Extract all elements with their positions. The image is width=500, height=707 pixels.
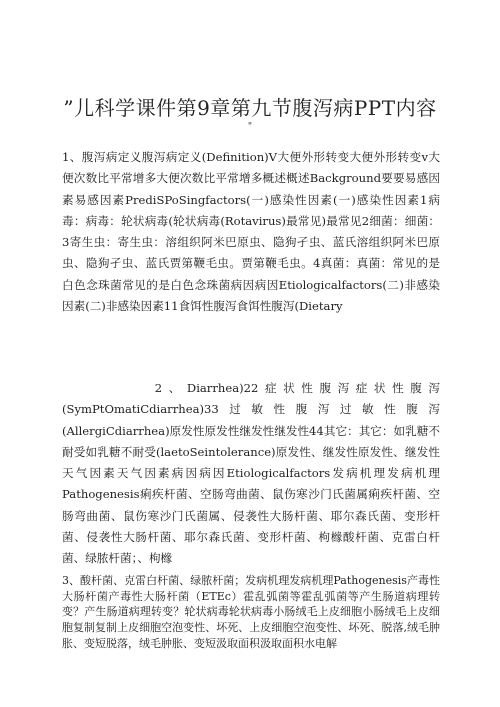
paragraph-1: 1、腹泻病定义腹泻病定义(Definition)V大便外形转变大便外形转变v大便次数比平常增多大便次数比平常增多概述概述Background要要易感因素易感因素PrediSPoSingfactors(一)感染性因素(一)感染性因素1病毒：病毒：轮状病毒(轮状病毒(Rotavirus)最常见)最常见2细菌：细菌：3寄生虫：寄生虫：溶组织阿米巴原虫、隐狗孑虫、蓝氏溶组织阿米巴原虫、隐狗孑虫、蓝氏贾第鞭毛虫。贾第鞭毛虫。4真菌：真菌：常见的是白色念珠菌常见的是白色念珠菌病因病因Etiologicalfactors(二)非感染因素(二)非感染因素11食饵性腹泻食饵性腹泻(Dietary	[62, 150, 440, 314]
title-mark: "	[247, 122, 253, 132]
paragraph-3: 3、酸杆菌、克雷白杆菌、绿脓杆菌；发病机理发病机理Pathogenesis产毒性大肠杆菌产毒性大肠杆菌（ETEc）霍乱弧菌等霍乱弧菌等产生肠道病理转变？产生肠道病理转变？轮状病毒轮状病毒小肠绒毛上皮细胞小肠绒毛上皮细胞复制复制上皮细胞空泡变性、坏死、上皮细胞空泡变性、坏死、脱落,绒毛肿胀、变短脱落，绒毛肿胀、变短汲取面积汲取面积水电解	[62, 574, 440, 650]
paragraph-2: 2、Diarrhea)22症状性腹泻症状性腹泻(SymPtOmatiCdiarrhea)33过敏性腹泻过敏性腹泻(AllergiCdiarrhea)原发性原发性继发性继发性44其它：其它：如乳糖不耐受如乳糖不耐受(laetoSeintolerance)原发性、继发性原发性、继发性天气因素天气因素病因病因Etiologicalfactors发病机理发病机理Pathogenesis痢疾杆菌、空肠弯曲菌、鼠伤寒沙门氏菌属痢疾杆菌、空肠弯曲菌、鼠伤寒沙门氏菌属、侵袭性大肠杆菌、耶尔森氏菌、变形杆菌、侵袭性大肠杆菌、耶尔森氏菌、变形杆菌、枸橼酸杆菌、克雷白杆菌、绿脓杆菌；、枸橼	[62, 381, 440, 566]
document-title: ”儿科学课件第9章第九节腹泻病PPT内容	[63, 96, 437, 120]
